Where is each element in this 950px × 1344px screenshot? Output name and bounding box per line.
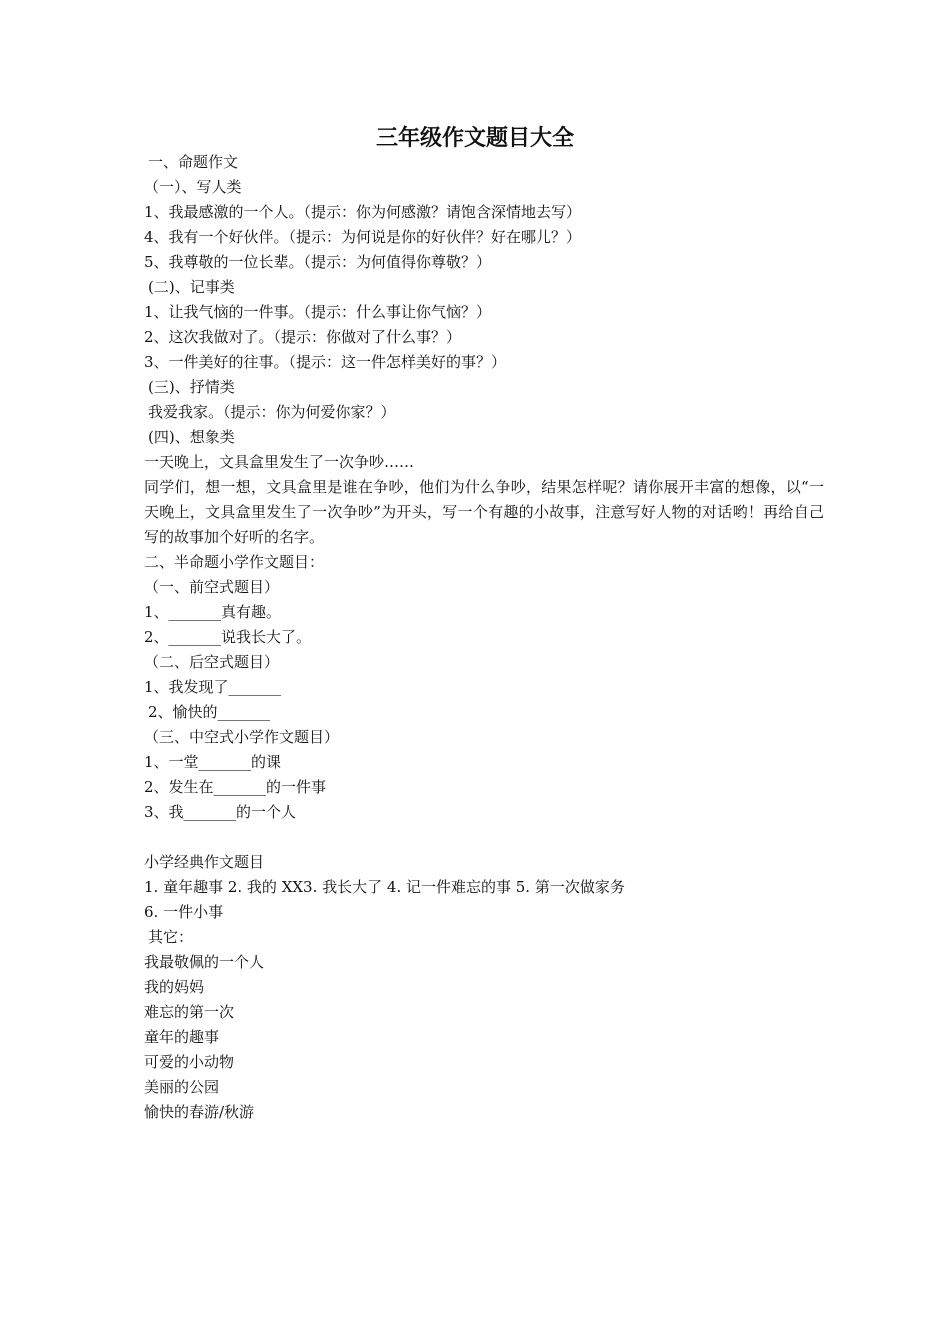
- topic-line: 6. 一件小事: [144, 903, 224, 921]
- subsection-heading: （一、前空式题目）: [144, 578, 280, 596]
- subsection-heading: (四)、想象类: [148, 428, 235, 446]
- topic-line: 2、发生在_______的一件事: [144, 778, 327, 796]
- topic-line: 2、愉快的_______: [148, 703, 271, 721]
- topic-line: 我最敬佩的一个人: [144, 953, 265, 971]
- topic-line: 一天晚上，文具盒里发生了一次争吵……: [144, 453, 415, 471]
- subsection-heading: (二)、记事类: [148, 278, 235, 296]
- topic-line: 1、我发现了_______: [144, 678, 282, 696]
- subsection-heading: 其它：: [148, 928, 194, 946]
- subsection-heading: (三)、抒情类: [148, 378, 235, 396]
- document-body: [144, 150, 824, 1125]
- subsection-heading: （三、中空式小学作文题目）: [144, 728, 340, 746]
- topic-line: 童年的趣事: [144, 1028, 220, 1046]
- topic-line: 2、_______说我长大了。: [144, 628, 312, 646]
- section-heading: 一、命题作文: [148, 153, 239, 171]
- topic-line: 愉快的春游/秋游: [144, 1103, 255, 1121]
- section-heading: 小学经典作文题目: [144, 853, 265, 871]
- topic-line: 1、_______真有趣。: [144, 603, 282, 621]
- instruction-paragraph: 同学们，想一想，文具盒里是谁在争吵，他们为什么争吵，结果怎样呢？请你展开丰富的想像，以“一天晚上，文具盒里发生了一次争吵”为开头，写一个有趣的小故事，注意写好人物的对话哟！再给自己写的故事加个好听的名字。: [144, 478, 824, 546]
- topic-line: 我的妈妈: [144, 978, 205, 996]
- topic-line: 1、我最感激的一个人。（提示：你为何感激？请饱含深情地去写）: [144, 203, 582, 221]
- topic-line: 2、这次我做对了。（提示：你做对了什么事？）: [144, 328, 462, 346]
- topic-line: 可爱的小动物: [144, 1053, 235, 1071]
- topic-line: 美丽的公园: [144, 1078, 220, 1096]
- section-heading: 二、半命题小学作文题目：: [144, 553, 325, 571]
- subsection-heading: （一）、写人类: [144, 178, 242, 196]
- subsection-heading: （二、后空式题目）: [144, 653, 280, 671]
- document-title: 三年级作文题目大全: [375, 125, 574, 151]
- topic-line: 5、我尊敬的一位长辈。（提示：为何值得你尊敬？）: [144, 253, 492, 271]
- topic-line: 3、一件美好的往事。（提示：这一件怎样美好的事？）: [144, 353, 507, 371]
- topic-line: 1、让我气恼的一件事。（提示：什么事让你气恼？）: [144, 303, 492, 321]
- blank-spacer: [144, 825, 824, 850]
- topic-line: 1. 童年趣事 2. 我的 XX3. 我长大了 4. 记一件难忘的事 5. 第一次做家务: [144, 878, 625, 896]
- topic-line: 难忘的第一次: [144, 1003, 235, 1021]
- topic-line: 我爱我家。（提示：你为何爱你家？）: [148, 403, 396, 421]
- topic-line: 3、我_______的一个人: [144, 803, 297, 821]
- topic-line: 1、一堂_______的课: [144, 753, 282, 771]
- topic-line: 4、我有一个好伙伴。（提示：为何说是你的好伙伴？好在哪儿？）: [144, 228, 582, 246]
